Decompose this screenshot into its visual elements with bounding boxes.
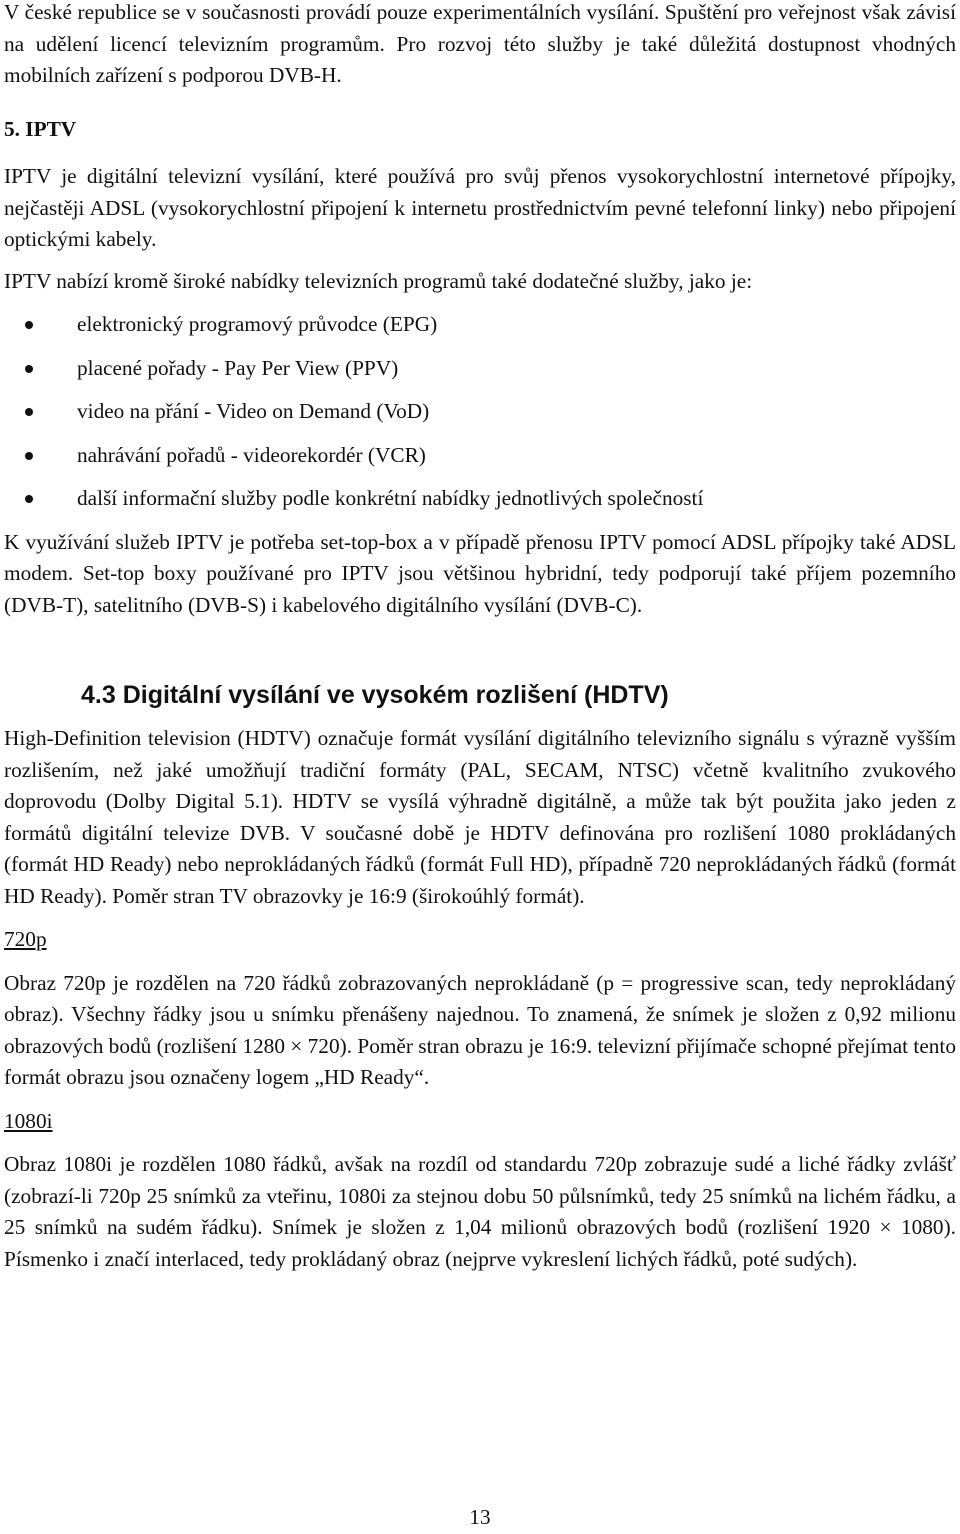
- iptv-services-list: [4, 309, 956, 515]
- document-page: [4, 0, 956, 1275]
- section-4-3-heading: 4.3 Digitální vysílání ve vysokém rozlišení (HDTV): [81, 681, 669, 709]
- hdtv-paragraph: High-Definition television (HDTV) označuje formát vysílání digitálního televizního signálu s výrazně vyšším rozlišením, než jaké umožňují tradiční formáty (PAL, SECAM, NTSC) včetně kvalitního zvukového doprovodu (Dolby Digital 5.1). HDTV se vysílá výhradně digitálně, a může tak být použita jako jeden z formátů digitální televize DVB. V současné době je HDTV definována pro rozlišení 1080 prokládaných (formát HD Ready) nebo neprokládaných řádků (formát Full HD), případně 720 neprokládaných řádků (formát HD Ready). Poměr stran TV obrazovky je 16:9 (širokoúhlý formát).: [4, 726, 956, 908]
- bullet-icon: [25, 408, 33, 416]
- intro-paragraph: V české republice se v současnosti provádí pouze experimentálních vysílání. Spuštění pro veřejnost však závisí na udělení licencí televizním programům. Pro rozvoj této služby je také důležitá dostupnost vhodných mobilních zařízení s podporou DVB-H.: [4, 0, 956, 87]
- list-item: elektronický programový průvodce (EPG): [4, 309, 956, 341]
- subheading-1080i: 1080i: [4, 1108, 53, 1133]
- paragraph-720p: Obraz 720p je rozdělen na 720 řádků zobrazovaných neprokládaně (p = progressive scan, tedy neprokládaný obraz). Všechny řádky jsou u snímku přenášeny najednou. To znamená, že snímek je složen z 0,92 milionu obrazových bodů (rozlišení 1280 × 720). Poměr stran obrazu je 16:9. televizní přijímače schopné přejímat tento formát obrazu jsou označeny logem „HD Ready“.: [4, 970, 956, 1089]
- bullet-icon: [25, 321, 33, 329]
- list-item: další informační služby podle konkrétní nabídky jednotlivých společností: [4, 483, 956, 515]
- bullet-icon: [25, 365, 33, 373]
- bullet-icon: [25, 452, 33, 460]
- section-5-heading: 5. IPTV: [4, 116, 77, 141]
- iptv-paragraph-2: IPTV nabízí kromě široké nabídky televizních programů také dodatečné služby, jako je:: [4, 268, 753, 293]
- bullet-icon: [25, 495, 33, 503]
- iptv-paragraph-3: K využívání služeb IPTV je potřeba set-top-box a v případě přenosu IPTV pomocí ADSL přípojky také ADSL modem. Set-top boxy používané pro IPTV jsou většinou hybridní, tedy podporují také příjem pozemního (DVB-T), satelitního (DVB-S) i kabelového digitálního vysílání (DVB-C).: [4, 529, 956, 617]
- page-number: 13: [469, 1505, 491, 1529]
- list-item: video na přání - Video on Demand (VoD): [4, 396, 956, 428]
- list-item: placené pořady - Pay Per View (PPV): [4, 353, 956, 385]
- iptv-paragraph-1: IPTV je digitální televizní vysílání, které používá pro svůj přenos vysokorychlostní internetové přípojky, nejčastěji ADSL (vysokorychlostní připojení k internetu prostřednictvím pevné telefonní linky) nebo připojení optickými kabely.: [4, 164, 956, 251]
- list-item: nahrávání pořadů - videorekordér (VCR): [4, 440, 956, 472]
- paragraph-1080i: Obraz 1080i je rozdělen 1080 řádků, avšak na rozdíl od standardu 720p zobrazuje sudé a liché řádky zvlášť (zobrazí-li 720p 25 snímků za vteřinu, 1080i za stejnou dobu 50 půlsnímků, tedy 25 snímků na lichém řádku, a 25 snímků na sudém řádku). Snímek je složen z 1,04 milionů obrazových bodů (rozlišení 1920 × 1080). Písmenko i značí interlaced, tedy prokládaný obraz (nejprve vykreslení lichých řádků, poté sudých).: [4, 1152, 956, 1271]
- subheading-720p: 720p: [4, 927, 47, 951]
